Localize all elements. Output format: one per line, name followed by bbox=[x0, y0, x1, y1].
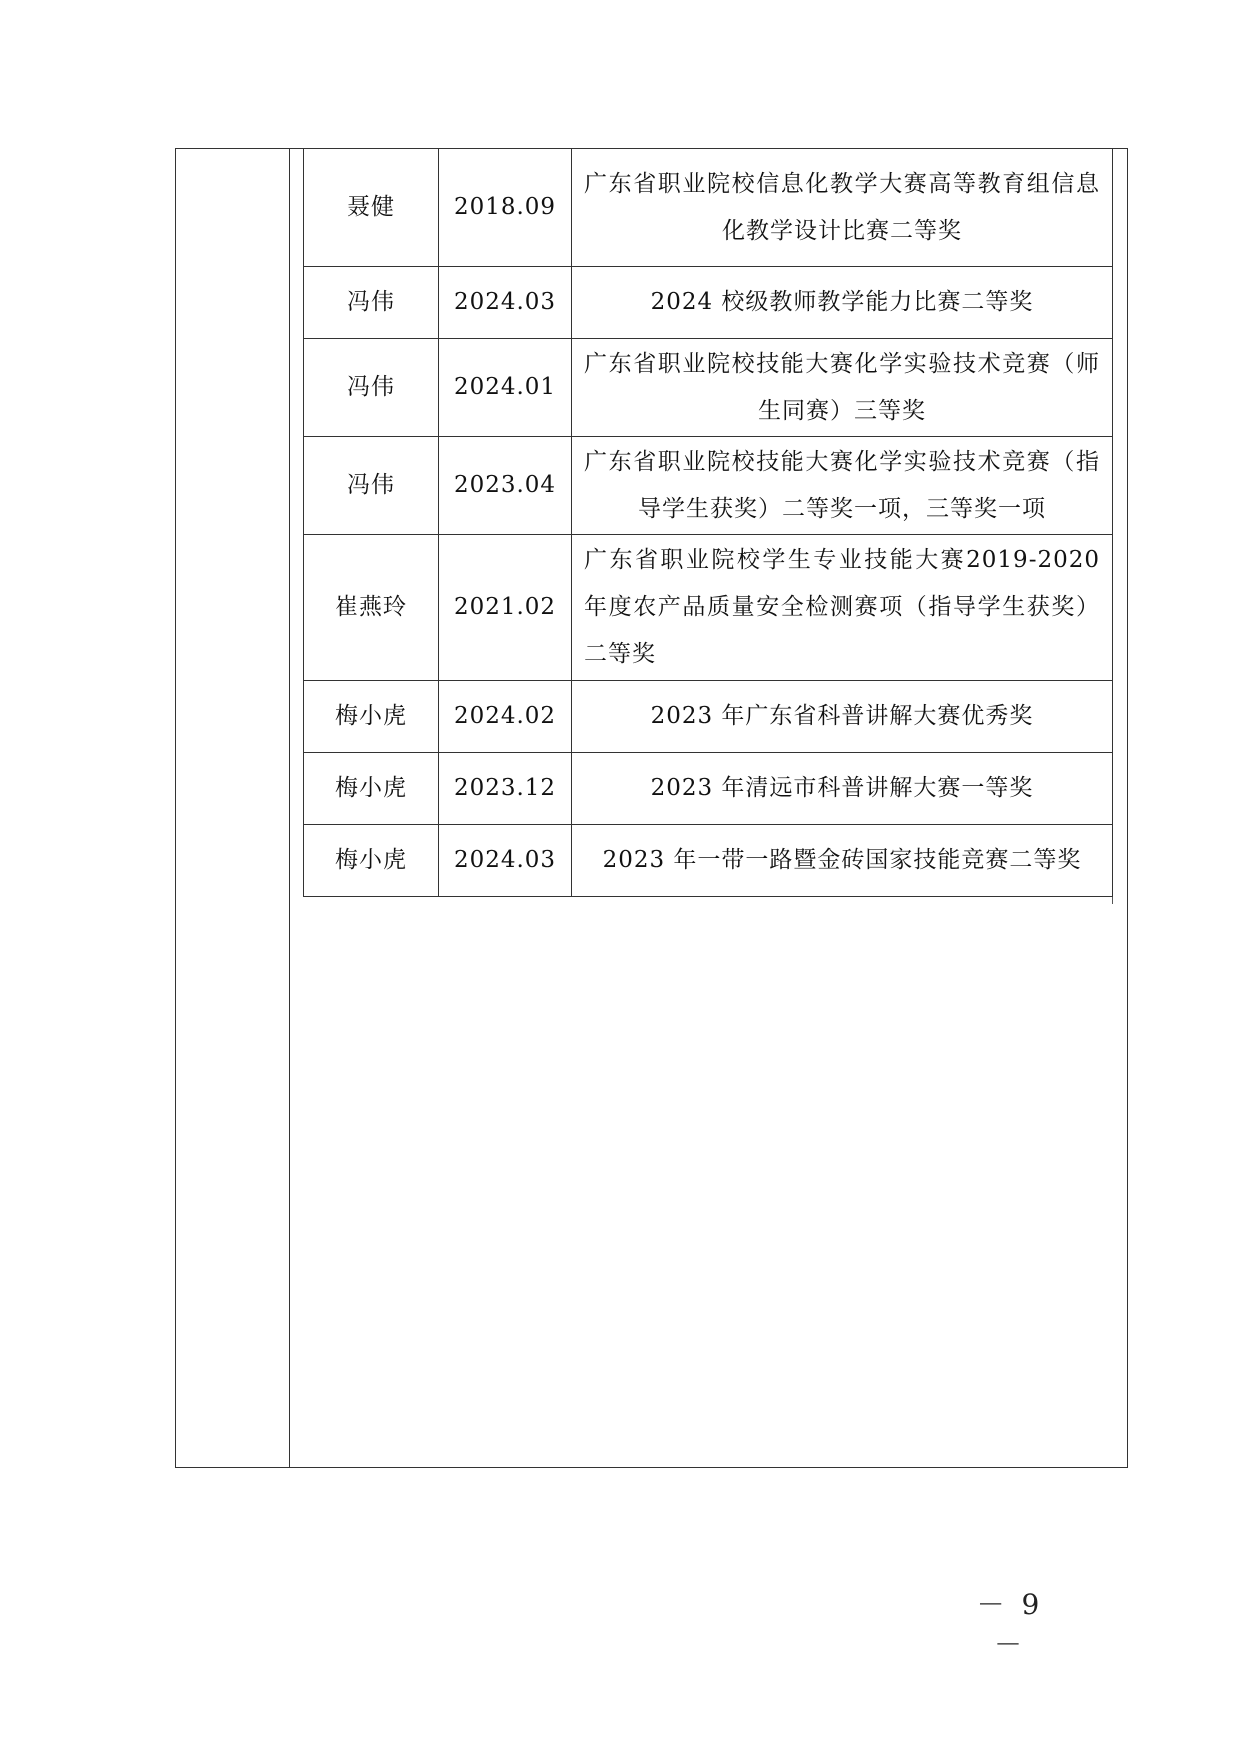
award-date-cell: 2023.04 bbox=[439, 437, 572, 535]
table-row bbox=[304, 825, 1113, 897]
form-left-column-divider bbox=[289, 148, 290, 1468]
teacher-name-cell: 崔燕玲 bbox=[304, 535, 439, 681]
table-row bbox=[304, 753, 1113, 825]
table-row bbox=[304, 339, 1113, 437]
award-description-cell: 广东省职业院校技能大赛化学实验技术竞赛（师生同赛）三等奖 bbox=[572, 339, 1113, 437]
award-date-cell: 2024.03 bbox=[439, 267, 572, 339]
table-row bbox=[304, 267, 1113, 339]
award-date-cell: 2024.03 bbox=[439, 825, 572, 897]
teacher-name-cell: 冯伟 bbox=[304, 339, 439, 437]
award-description-cell: 广东省职业院校信息化教学大赛高等教育组信息化教学设计比赛二等奖 bbox=[572, 149, 1113, 267]
teacher-name-cell: 梅小虎 bbox=[304, 753, 439, 825]
table-row bbox=[304, 437, 1113, 535]
teacher-name-cell: 梅小虎 bbox=[304, 681, 439, 753]
awards-table-container bbox=[303, 148, 1113, 897]
teacher-name-cell: 冯伟 bbox=[304, 267, 439, 339]
table-row bbox=[304, 681, 1113, 753]
award-description-cell: 2023 年一带一路暨金砖国家技能竞赛二等奖 bbox=[572, 825, 1113, 897]
award-description-cell: 2023 年广东省科普讲解大赛优秀奖 bbox=[572, 681, 1113, 753]
award-date-cell: 2023.12 bbox=[439, 753, 572, 825]
awards-table bbox=[303, 148, 1113, 897]
table-row bbox=[304, 149, 1113, 267]
award-date-cell: 2018.09 bbox=[439, 149, 572, 267]
award-description-cell: 2024 校级教师教学能力比赛二等奖 bbox=[572, 267, 1113, 339]
table-row bbox=[304, 535, 1113, 681]
teacher-name-cell: 梅小虎 bbox=[304, 825, 439, 897]
award-description-cell: 广东省职业院校学生专业技能大赛2019-2020年度农产品质量安全检测赛项（指导学生获奖）二等奖 bbox=[572, 535, 1113, 681]
page-number: － 9 － bbox=[976, 1588, 1044, 1661]
teacher-name-cell: 聂健 bbox=[304, 149, 439, 267]
award-date-cell: 2021.02 bbox=[439, 535, 572, 681]
teacher-name-cell: 冯伟 bbox=[304, 437, 439, 535]
award-description-cell: 2023 年清远市科普讲解大赛一等奖 bbox=[572, 753, 1113, 825]
award-description-cell: 广东省职业院校技能大赛化学实验技术竞赛（指导学生获奖）二等奖一项，三等奖一项 bbox=[572, 437, 1113, 535]
award-date-cell: 2024.01 bbox=[439, 339, 572, 437]
award-date-cell: 2024.02 bbox=[439, 681, 572, 753]
